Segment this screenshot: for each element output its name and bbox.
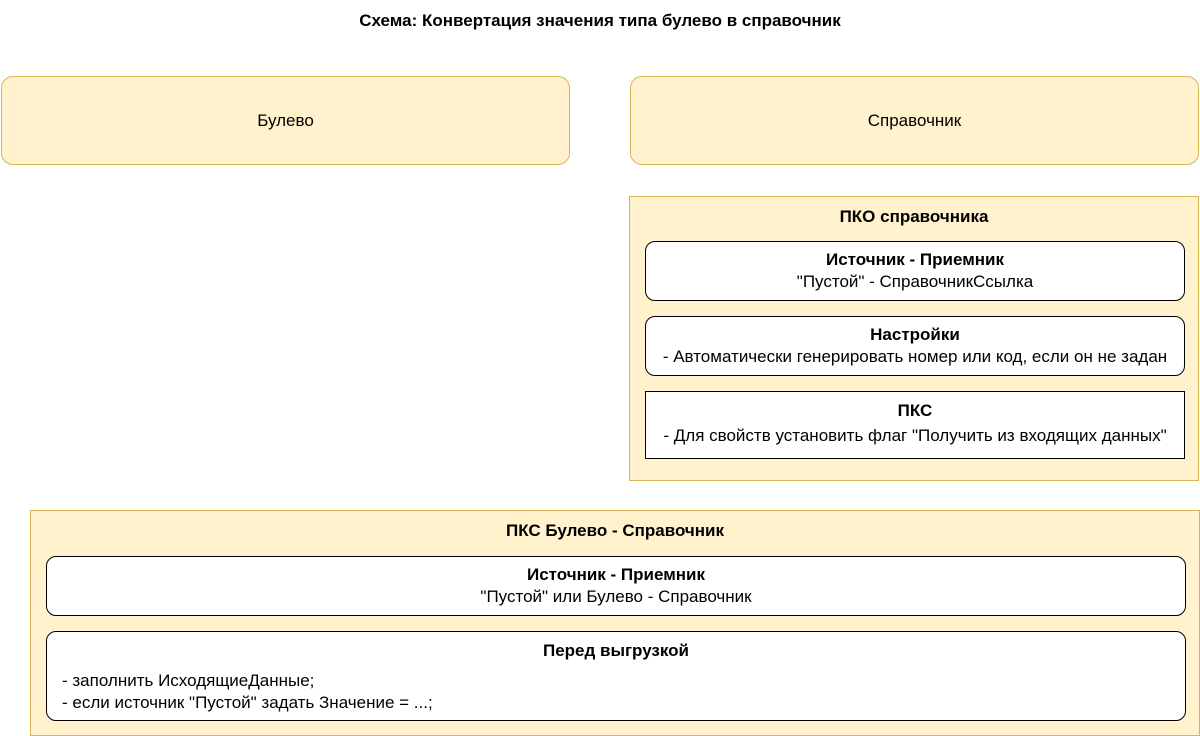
bool-node[interactable] [1,76,570,165]
catalog-node[interactable] [630,76,1199,165]
catalog-node-label: Справочник [867,110,962,130]
pko-catalog-title: ПКО справочника [839,207,989,226]
pko-settings-box[interactable] [645,316,1185,376]
before-export-box[interactable] [46,631,1186,721]
pko-source-target-box[interactable] [645,241,1185,301]
bool-node-label: Булево [257,110,314,130]
pko-source-target-text: "Пустой" - СправочникСсылка [796,272,1034,291]
before-export-line: - заполнить ИсходящиеДанные; [62,671,315,690]
pko-pks-box[interactable] [645,391,1185,459]
pks-bool-catalog-title: ПКС Булево - Справочник [505,521,724,540]
pko-pks-text: - Для свойств установить флаг "Получить из входящих данных" [663,426,1167,445]
pko-settings-text: - Автоматически генерировать номер или код, если он не задан [662,347,1168,366]
pko-source-target-heading: Источник - Приемник [825,250,1005,269]
pks-source-target-box[interactable] [46,556,1186,616]
pks-source-target-heading: Источник - Приемник [526,565,706,584]
before-export-heading: Перед выгрузкой [542,641,690,660]
diagram-title: Схема: Конвертация значения типа булево в справочник [359,11,841,30]
pks-bool-catalog-container[interactable] [30,510,1200,736]
pks-source-target-text: "Пустой" или Булево - Справочник [480,587,752,606]
before-export-line: - если источник "Пустой" задать Значение = ...; [62,693,433,712]
pko-catalog-container[interactable] [629,196,1199,481]
pko-settings-heading: Настройки [870,325,960,344]
pko-pks-heading: ПКС [897,401,933,420]
